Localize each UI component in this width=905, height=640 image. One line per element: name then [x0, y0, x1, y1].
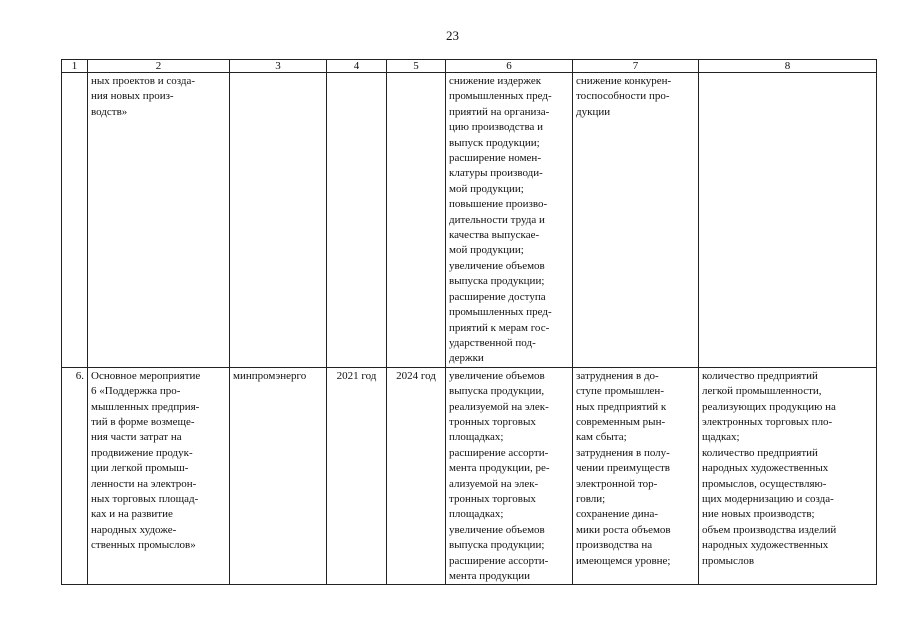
measure-name: Основное мероприятие 6 «Поддержка про- мышленных предприя- тий в форме возмеще- ния части затрат на продвижение продук- ции легкой промыш- ленности на электрон- ных торговых площад- ках и на развитие народных художе- ственных промыслов» [88, 367, 230, 585]
row-number: 6. [62, 367, 88, 585]
end-year [387, 73, 446, 368]
non-implementation-consequences: затруднения в до- ступе промышлен- ных предприятий к современным рын- кам сбыта; затруднения в полу- чении преимуществ электронной тор- говли; сохранение дина- мики роста объемов производства на имеющемся уровне; [573, 367, 699, 585]
table-row [62, 367, 877, 585]
non-implementation-consequences: снижение конкурен- тоспособности про- дукции [573, 73, 699, 368]
header-col-6: 6 [446, 60, 573, 73]
responsible-executor: минпромэнерго [230, 367, 327, 585]
measures-table [61, 59, 877, 585]
header-col-7: 7 [573, 60, 699, 73]
header-row [62, 60, 877, 73]
responsible-executor [230, 73, 327, 368]
page-number: 23 [446, 28, 459, 43]
row-number [62, 73, 88, 368]
related-indicators: количество предприятий легкой промышленности, реализующих продукцию на электронных торговых пло- щадках; количество предприятий народных художественных промыслов, осуществляю- щих модернизацию и созда- ние новых производств; объем производства изделий народных художественных промыслов [699, 367, 877, 585]
start-year: 2021 год [327, 367, 387, 585]
measure-name: ных проектов и созда- ния новых произ- водств» [88, 73, 230, 368]
table-row [62, 73, 877, 368]
expected-result: увеличение объемов выпуска продукции, реализуемой на элек- тронных торговых площадках; расширение ассорти- мента продукции, ре- ализуемой на элек- тронных торговых площадках; увеличение объемов выпуска продукции; расширение ассорти- мента продукции [446, 367, 573, 585]
start-year [327, 73, 387, 368]
end-year: 2024 год [387, 367, 446, 585]
header-col-3: 3 [230, 60, 327, 73]
related-indicators [699, 73, 877, 368]
header-col-4: 4 [327, 60, 387, 73]
header-col-5: 5 [387, 60, 446, 73]
expected-result: снижение издержек промышленных пред- приятий на организа- цию производства и выпуск продукции; расширение номен- клатуры производи- мой продукции; повышение произво- дительности труда и качества выпускае- мой продукции; увеличение объемов выпуска продукции; расширение доступа промышленных пред- приятий к мерам гос- ударственной под- держки [446, 73, 573, 368]
header-col-1: 1 [62, 60, 88, 73]
header-col-8: 8 [699, 60, 877, 73]
header-col-2: 2 [88, 60, 230, 73]
